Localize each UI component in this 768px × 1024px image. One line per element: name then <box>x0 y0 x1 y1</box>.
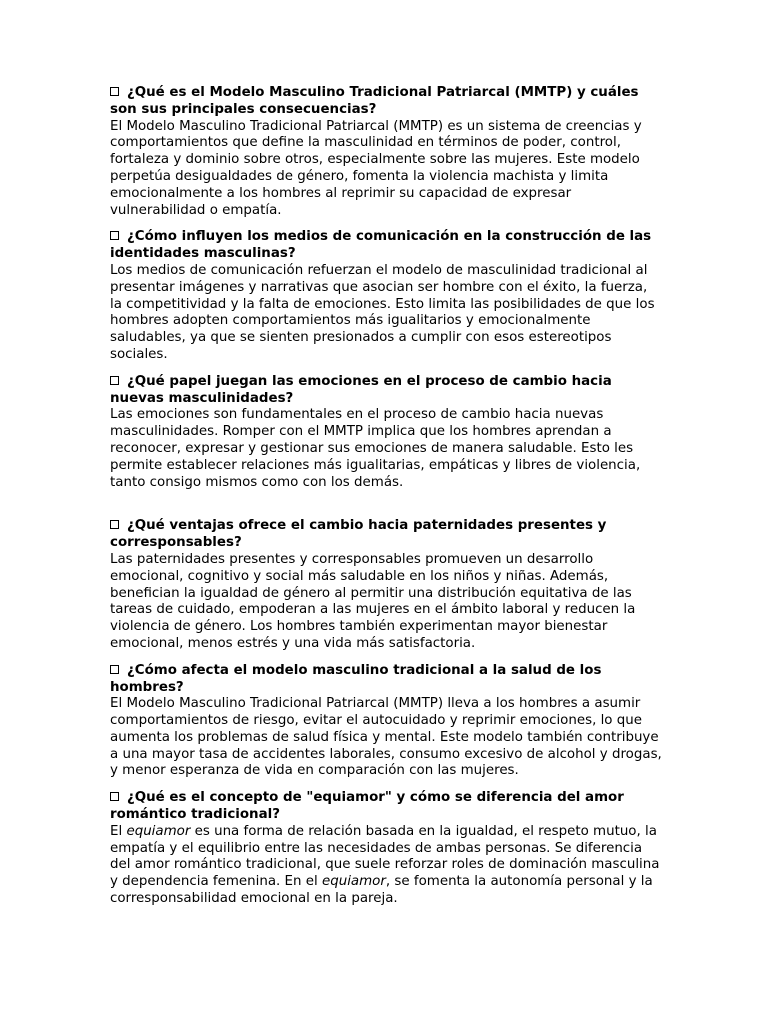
answer-text: , se fomenta la autonomía personal y la corresponsabilidad emocional en la pareja. <box>110 874 653 907</box>
qa-item <box>110 374 662 492</box>
question-text: ¿Qué es el concepto de "equiamor" y cómo se diferencia del amor romántico tradicional? <box>110 790 624 823</box>
question-heading <box>110 790 662 824</box>
bullet-box-icon <box>110 520 119 529</box>
answer-emphasis: equiamor <box>126 823 191 839</box>
question-text: ¿Qué papel juegan las emociones en el proceso de cambio hacia nuevas masculinidades? <box>110 373 612 406</box>
bullet-box-icon <box>110 231 119 240</box>
answer-paragraph <box>110 824 662 908</box>
question-text: ¿Qué es el Modelo Masculino Tradicional Patriarcal (MMTP) y cuáles son sus principales consecuencias? <box>110 85 639 117</box>
answer-paragraph: El Modelo Masculino Tradicional Patriarcal (MMTP) es un sistema de creencias y comportamientos que define la masculinidad en términos de poder, control, fortaleza y dominio sobre otros, especialmente sobre las mujeres. Este modelo perpetúa desigualdades de género, fomenta la violencia machista y limita emocionalmente a los hombres al reprimir su capacidad de expresar vulnerabilidad o empatía. <box>110 118 642 218</box>
question-heading <box>110 85 662 119</box>
document-page <box>110 85 662 918</box>
answer-text: es una forma de relación basada en la igualdad, el respeto mutuo, la empatía y el equilibrio entre las necesidades de ambas personas. Se diferencia del amor romántico tradicional, que suele reforzar roles de dominación masculina y dependencia femenina. En el <box>110 823 660 890</box>
question-text: ¿Cómo afecta el modelo masculino tradicional a la salud de los hombres? <box>110 662 602 695</box>
question-heading <box>110 518 662 552</box>
bullet-box-icon <box>110 87 119 96</box>
qa-item <box>110 85 662 219</box>
answer-paragraph: Las paternidades presentes y corresponsables promueven un desarrollo emocional, cognitivo y social más saludable en los niños y niñas. Además, benefician la igualdad de género al permitir una distribución equitativa de las tareas de cuidado, empoderan a las mujeres en el ámbito laboral y reducen la violencia de género. Los hombres también experimentan mayor bienestar emocional, menos estrés y una vida más satisfactoria. <box>110 551 636 651</box>
question-heading <box>110 229 662 263</box>
question-text: ¿Cómo influyen los medios de comunicación en la construcción de las identidades masculinas? <box>110 229 652 262</box>
qa-item <box>110 663 662 781</box>
bullet-box-icon <box>110 665 119 674</box>
answer-paragraph: Los medios de comunicación refuerzan el modelo de masculinidad tradicional al presentar imágenes y narrativas que asocian ser hombre con el éxito, la fuerza, la competitividad y la falta de emociones. Esto limita las posibilidades de que los hombres adopten comportamientos más igualitarios y emocionalmente saludables, ya que se sienten presionados a cumplir con esos estereotipos sociales. <box>110 262 655 362</box>
qa-item <box>110 790 662 908</box>
question-heading <box>110 663 662 697</box>
answer-emphasis: equiamor <box>321 874 386 890</box>
qa-item <box>110 229 662 363</box>
question-text: ¿Qué ventajas ofrece el cambio hacia paternidades presentes y corresponsables? <box>110 518 607 551</box>
bullet-box-icon <box>110 376 119 385</box>
question-heading <box>110 374 662 408</box>
answer-paragraph: El Modelo Masculino Tradicional Patriarcal (MMTP) lleva a los hombres a asumir comportamientos de riesgo, evitar el autocuidado y reprimir emociones, lo que aumenta los problemas de salud física y mental. Este modelo también contribuye a una mayor tasa de accidentes laborales, consumo excesivo de alcohol y drogas, y menor esperanza de vida en comparación con las mujeres. <box>110 696 662 779</box>
bullet-box-icon <box>110 792 119 801</box>
qa-item <box>110 518 662 652</box>
answer-text: El <box>110 823 127 839</box>
answer-paragraph: Las emociones son fundamentales en el proceso de cambio hacia nuevas masculinidades. Romper con el MMTP implica que los hombres aprendan a reconocer, expresar y gestionar sus emociones de manera saludable. Esto les permite establecer relaciones más igualitarias, empáticas y libres de violencia, tanto consigo mismos como con los demás. <box>110 407 641 490</box>
